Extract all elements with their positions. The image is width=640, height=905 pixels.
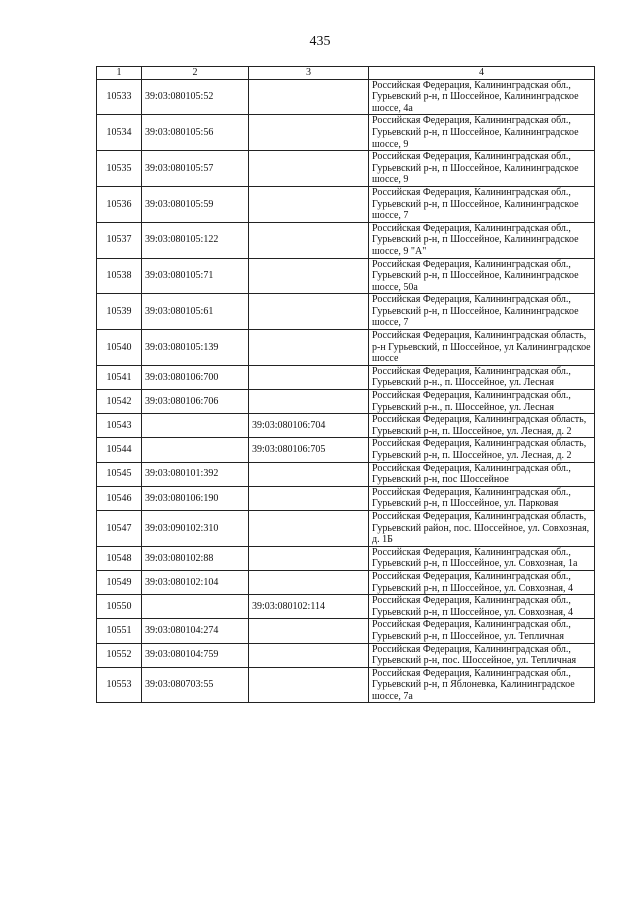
address-cell: Российская Федерация, Калининградская обл., Гурьевский р-н, п Яблоневка, Калининградское шоссе, 7а xyxy=(369,667,595,703)
address-cell: Российская Федерация, Калининградская обл., Гурьевский р-н, п Шоссейное, Калининградское шоссе, 7 xyxy=(369,294,595,330)
cadastral-number-secondary-cell xyxy=(249,79,369,115)
address-cell: Российская Федерация, Калининградская область, р-н Гурьевский, п Шоссейное, ул Калининградское шоссе xyxy=(369,330,595,366)
address-cell: Российская Федерация, Калининградская обл., Гурьевский р-н, пос. Шоссейное, ул. Тепличная xyxy=(369,643,595,667)
address-cell: Российская Федерация, Калининградская обл., Гурьевский р-н, п Шоссейное, Калининградское шоссе, 9 xyxy=(369,151,595,187)
cadastral-number-cell: 39:03:080105:56 xyxy=(142,115,249,151)
address-cell: Российская Федерация, Калининградская обл., Гурьевский р-н, п Шоссейное, ул. Парковая xyxy=(369,486,595,510)
cadastral-number-secondary-cell xyxy=(249,462,369,486)
cadastral-number-secondary-cell xyxy=(249,330,369,366)
cadastral-number-cell: 39:03:090102:310 xyxy=(142,510,249,546)
cadastral-number-secondary-cell: 39:03:080106:704 xyxy=(249,414,369,438)
cadastral-number-secondary-cell xyxy=(249,390,369,414)
cadastral-number-cell: 39:03:080703:55 xyxy=(142,667,249,703)
cadastral-number-cell: 39:03:080102:104 xyxy=(142,570,249,594)
table-row xyxy=(97,546,595,570)
table-row xyxy=(97,186,595,222)
cadastral-number-cell: 39:03:080105:139 xyxy=(142,330,249,366)
cadastral-number-cell: 39:03:080106:706 xyxy=(142,390,249,414)
row-number-cell: 10551 xyxy=(97,619,142,643)
address-cell: Российская Федерация, Калининградская обл., Гурьевский р-н., п. Шоссейное, ул. Лесная xyxy=(369,365,595,389)
cadastral-number-secondary-cell xyxy=(249,222,369,258)
cadastral-number-cell xyxy=(142,414,249,438)
column-header: 2 xyxy=(142,67,249,80)
column-header: 3 xyxy=(249,67,369,80)
address-cell: Российская Федерация, Калининградская обл., Гурьевский р-н, п Шоссейное, ул. Совхозная, 4 xyxy=(369,570,595,594)
address-cell: Российская Федерация, Калининградская обл., Гурьевский р-н, п Шоссейное, Калининградское шоссе, 7 xyxy=(369,186,595,222)
table-row xyxy=(97,222,595,258)
address-cell: Российская Федерация, Калининградская обл., Гурьевский р-н, п Шоссейное, Калининградское шоссе, 9 "А" xyxy=(369,222,595,258)
table-row xyxy=(97,619,595,643)
table-row xyxy=(97,79,595,115)
row-number-cell: 10542 xyxy=(97,390,142,414)
row-number-cell: 10539 xyxy=(97,294,142,330)
cadastral-number-cell: 39:03:080106:700 xyxy=(142,365,249,389)
row-number-cell: 10540 xyxy=(97,330,142,366)
address-cell: Российская Федерация, Калининградская обл., Гурьевский р-н., п. Шоссейное, ул. Лесная xyxy=(369,390,595,414)
address-cell: Российская Федерация, Калининградская обл., Гурьевский р-н, п Шоссейное, Калининградское шоссе, 4а xyxy=(369,79,595,115)
table-row xyxy=(97,115,595,151)
cadastral-number-cell: 39:03:080105:59 xyxy=(142,186,249,222)
address-cell: Российская Федерация, Калининградская обл., Гурьевский р-н, п Шоссейное, ул. Тепличная xyxy=(369,619,595,643)
table-row xyxy=(97,510,595,546)
row-number-cell: 10538 xyxy=(97,258,142,294)
table-row xyxy=(97,595,595,619)
table-row xyxy=(97,365,595,389)
table-row xyxy=(97,438,595,462)
cadastral-number-secondary-cell xyxy=(249,365,369,389)
table-row xyxy=(97,643,595,667)
address-cell: Российская Федерация, Калининградская область, Гурьевский р-н, п. Шоссейное, ул. Лесная, д. 2 xyxy=(369,414,595,438)
cadastral-number-secondary-cell xyxy=(249,294,369,330)
address-cell: Российская Федерация, Калининградская обл., Гурьевский р-н, п Шоссейное, Калининградское шоссе, 50а xyxy=(369,258,595,294)
table-row xyxy=(97,294,595,330)
cadastral-number-secondary-cell: 39:03:080102:114 xyxy=(249,595,369,619)
cadastral-number-secondary-cell xyxy=(249,643,369,667)
row-number-cell: 10545 xyxy=(97,462,142,486)
cadastral-number-cell: 39:03:080101:392 xyxy=(142,462,249,486)
cadastral-number-cell xyxy=(142,438,249,462)
column-header: 4 xyxy=(369,67,595,80)
address-cell: Российская Федерация, Калининградская область, Гурьевский р-н, п. Шоссейное, ул. Лесная, д. 2 xyxy=(369,438,595,462)
row-number-cell: 10553 xyxy=(97,667,142,703)
cadastral-number-secondary-cell xyxy=(249,186,369,222)
row-number-cell: 10543 xyxy=(97,414,142,438)
table-header-row xyxy=(97,67,595,80)
address-cell: Российская Федерация, Калининградская обл., Гурьевский р-н, п Шоссейное, ул. Совхозная, 1а xyxy=(369,546,595,570)
cadastral-number-secondary-cell xyxy=(249,619,369,643)
cadastral-number-secondary-cell xyxy=(249,570,369,594)
cadastral-number-secondary-cell: 39:03:080106:705 xyxy=(249,438,369,462)
table-row xyxy=(97,390,595,414)
page-number: 435 xyxy=(309,34,331,49)
row-number-cell: 10544 xyxy=(97,438,142,462)
row-number-cell: 10548 xyxy=(97,546,142,570)
cadastral-number-secondary-cell xyxy=(249,258,369,294)
table-row xyxy=(97,570,595,594)
address-cell: Российская Федерация, Калининградская область, Гурьевский район, пос. Шоссейное, ул. Совхозная, д. 1Б xyxy=(369,510,595,546)
row-number-cell: 10534 xyxy=(97,115,142,151)
row-number-cell: 10547 xyxy=(97,510,142,546)
cadastral-number-secondary-cell xyxy=(249,510,369,546)
cadastral-number-cell: 39:03:080105:57 xyxy=(142,151,249,187)
cadastral-number-secondary-cell xyxy=(249,151,369,187)
cadastral-number-secondary-cell xyxy=(249,115,369,151)
cadastral-number-cell: 39:03:080105:52 xyxy=(142,79,249,115)
row-number-cell: 10541 xyxy=(97,365,142,389)
table-row xyxy=(97,486,595,510)
address-cell: Российская Федерация, Калининградская обл., Гурьевский р-н, п Шоссейное, Калининградское шоссе, 9 xyxy=(369,115,595,151)
row-number-cell: 10550 xyxy=(97,595,142,619)
cadastral-number-cell: 39:03:080105:122 xyxy=(142,222,249,258)
cadastral-number-cell: 39:03:080105:71 xyxy=(142,258,249,294)
cadastral-number-cell: 39:03:080104:759 xyxy=(142,643,249,667)
address-cell: Российская Федерация, Калининградская обл., Гурьевский р-н, п Шоссейное, ул. Совхозная, 4 xyxy=(369,595,595,619)
cadastral-number-cell xyxy=(142,595,249,619)
cadastral-number-cell: 39:03:080102:88 xyxy=(142,546,249,570)
registry-table xyxy=(96,66,595,703)
cadastral-number-cell: 39:03:080104:274 xyxy=(142,619,249,643)
table-row xyxy=(97,667,595,703)
table-row xyxy=(97,414,595,438)
table-row xyxy=(97,330,595,366)
cadastral-number-secondary-cell xyxy=(249,667,369,703)
cadastral-number-cell: 39:03:080105:61 xyxy=(142,294,249,330)
row-number-cell: 10546 xyxy=(97,486,142,510)
row-number-cell: 10536 xyxy=(97,186,142,222)
row-number-cell: 10535 xyxy=(97,151,142,187)
address-cell: Российская Федерация, Калининградская обл., Гурьевский р-н, пос Шоссейное xyxy=(369,462,595,486)
row-number-cell: 10533 xyxy=(97,79,142,115)
cadastral-number-secondary-cell xyxy=(249,486,369,510)
column-header: 1 xyxy=(97,67,142,80)
cadastral-number-cell: 39:03:080106:190 xyxy=(142,486,249,510)
table-row xyxy=(97,151,595,187)
row-number-cell: 10552 xyxy=(97,643,142,667)
table-row xyxy=(97,462,595,486)
cadastral-number-secondary-cell xyxy=(249,546,369,570)
table-row xyxy=(97,258,595,294)
row-number-cell: 10537 xyxy=(97,222,142,258)
row-number-cell: 10549 xyxy=(97,570,142,594)
